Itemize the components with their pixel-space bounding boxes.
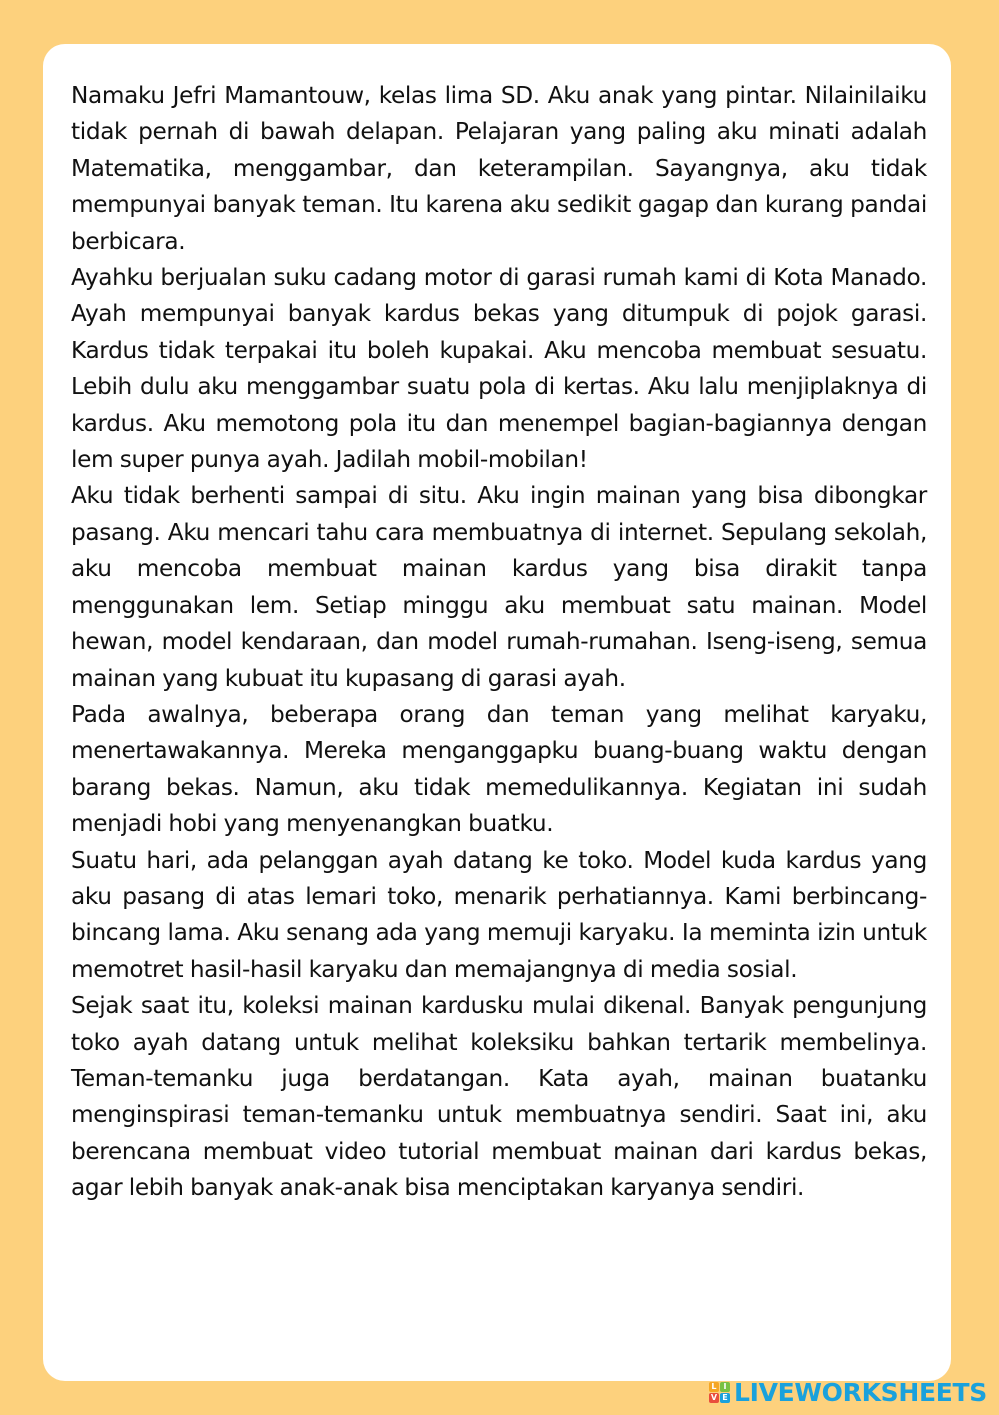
logo-tile: L — [709, 1382, 719, 1392]
logo-tile: I — [720, 1382, 730, 1392]
story-paragraph-3: Aku tidak berhenti sampai di situ. Aku ingin mainan yang bisa dibongkar pasang. Aku mencari tahu cara membuatnya di internet. Sepulang sekolah, aku mencoba membuat mainan kardus yang bisa dirakit tanpa menggunakan lem. Setiap minggu aku membuat satu mainan. Model hewan, model kendaraan, dan model rumah-rumahan. Iseng-iseng, semua mainan yang kubuat itu kupasang di garasi ayah. — [71, 482, 927, 692]
logo-tile: E — [720, 1393, 730, 1403]
liveworksheets-logo-icon — [709, 1382, 730, 1403]
story-paragraph-2: Ayahku berjualan suku cadang motor di garasi rumah kami di Kota Manado. Ayah mempunyai banyak kardus bekas yang ditumpuk di pojok garasi. Kardus tidak terpakai itu boleh kupakai. Aku mencoba membuat sesuatu. Lebih dulu aku menggambar suatu pola di kertas. Aku lalu menjiplaknya di kardus. Aku memotong pola itu dan menempel bagian-bagiannya dengan lem super punya ayah. Jadilah mobil-mobilan! — [71, 264, 927, 474]
story-paragraph-4: Pada awalnya, beberapa orang dan teman yang melihat karyaku, menertawakannya. Mereka menganggapku buang-buang waktu dengan barang bekas. Namun, aku tidak memedulikannya. Kegiatan ini sudah menjadi hobi yang menyenangkan buatku. — [71, 700, 927, 838]
liveworksheets-wordmark: LIVEWORKSHEETS — [733, 1378, 987, 1407]
story-paragraph-5: Suatu hari, ada pelanggan ayah datang ke toko. Model kuda kardus yang aku pasang di atas lemari toko, menarik perhatiannya. Kami berbincang-bincang lama. Aku senang ada yang memuji karyaku. Ia meminta izin untuk memotret hasil-hasil karyaku dan memajangnya di media sosial. — [71, 846, 927, 983]
liveworksheets-brand[interactable] — [709, 1378, 987, 1407]
story-paragraph-1: Namaku Jefri Mamantouw, kelas lima SD. Aku anak yang pintar. Nilainilaiku tidak pernah di bawah delapan. Pelajaran yang paling aku minati adalah Matematika, menggambar, dan keterampilan. Sayangnya, aku tidak mempunyai banyak teman. Itu karena aku sedikit gagap dan kurang pandai berbicara. — [71, 82, 927, 255]
story-paragraph-6: Sejak saat itu, koleksi mainan kardusku mulai dikenal. Banyak pengunjung toko ayah datang untuk melihat koleksiku bahkan tertarik membelinya. Teman-temanku juga berdatangan. Kata ayah, mainan buatanku menginspirasi teman-temanku untuk membuatnya sendiri. Saat ini, aku berencana membuat video tutorial membuat mainan dari kardus bekas, agar lebih banyak anak-anak bisa menciptakan karyanya sendiri. — [71, 992, 927, 1202]
story-card — [43, 44, 951, 1381]
logo-tile: V — [710, 1393, 718, 1402]
